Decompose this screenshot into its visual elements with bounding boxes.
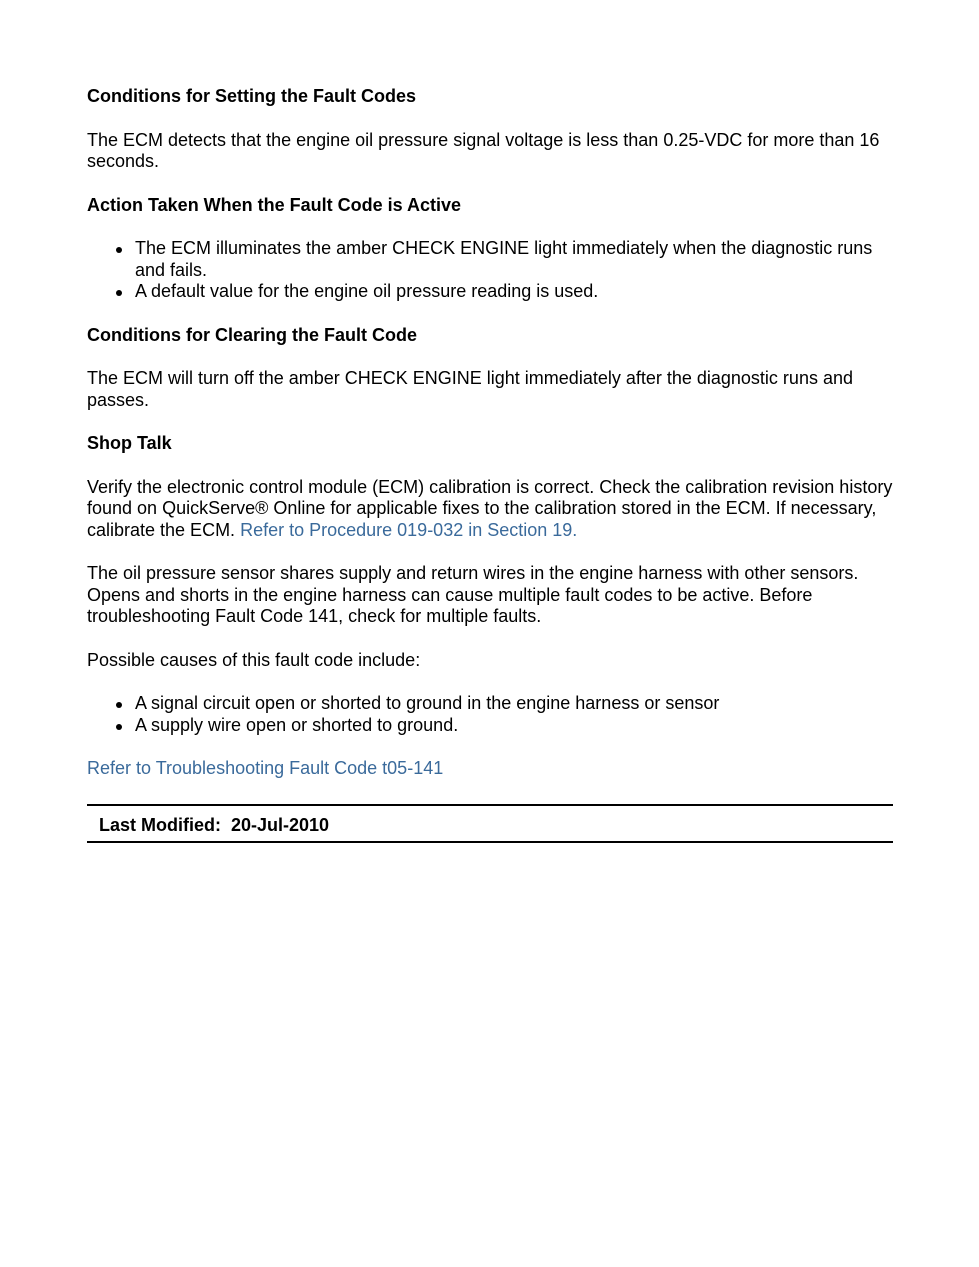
shop-talk-calibration-text: Verify the electronic control module (ECM) calibration is correct. Check the calibration revision history found on QuickServe® Online for applicable fixes to the calibration stored in the ECM. If necessary, calibrate the ECM. [87,476,893,540]
procedure-019-032-link[interactable]: Refer to Procedure 019-032 in Section 19. [240,519,578,540]
list-item-text: A default value for the engine oil pressure reading is used. [135,281,599,301]
clearing-conditions-text: The ECM will turn off the amber CHECK ENGINE light immediately after the diagnostic runs and passes. [87,368,853,410]
action-taken-heading: Action Taken When the Fault Code is Active [87,194,462,215]
bullet-icon [116,247,122,253]
shop-talk-heading: Shop Talk [87,433,172,453]
document-body [87,86,893,802]
setting-conditions-text: The ECM detects that the engine oil pressure signal voltage is less than 0.25-VDC for more than 16 seconds. [87,129,880,171]
list-item-text: A signal circuit open or shorted to ground in the engine harness or sensor [135,693,720,713]
action-taken-list [87,238,893,303]
possible-causes-intro: Possible causes of this fault code include: [87,649,421,670]
troubleshooting-link-row [87,758,893,780]
shop-talk-harness-paragraph: The oil pressure sensor shares supply and return wires in the engine harness with other sensors. Opens and shorts in the engine harness can cause multiple fault codes to be active. Before troubleshooting Fault Code 141, check for multiple faults. [87,563,859,626]
possible-causes-list [87,693,893,736]
shop-talk-calibration-paragraph [87,477,893,542]
list-item [87,693,893,715]
last-modified-bar [87,804,893,843]
list-item-text: A supply wire open or shorted to ground. [135,714,459,735]
bullet-icon [116,290,122,296]
list-item [87,281,893,303]
setting-conditions-heading: Conditions for Setting the Fault Codes [87,86,416,106]
list-item-text: The ECM illuminates the amber CHECK ENGINE light immediately when the diagnostic runs and fails. [135,238,873,280]
clearing-conditions-heading: Conditions for Clearing the Fault Code [87,324,417,345]
bullet-icon [116,724,122,730]
list-item [87,238,893,281]
list-item [87,715,893,737]
bullet-icon [116,702,122,708]
last-modified-text: Last Modified: 20-Jul-2010 [99,815,330,835]
troubleshooting-fault-code-link[interactable]: Refer to Troubleshooting Fault Code t05-141 [87,758,444,778]
